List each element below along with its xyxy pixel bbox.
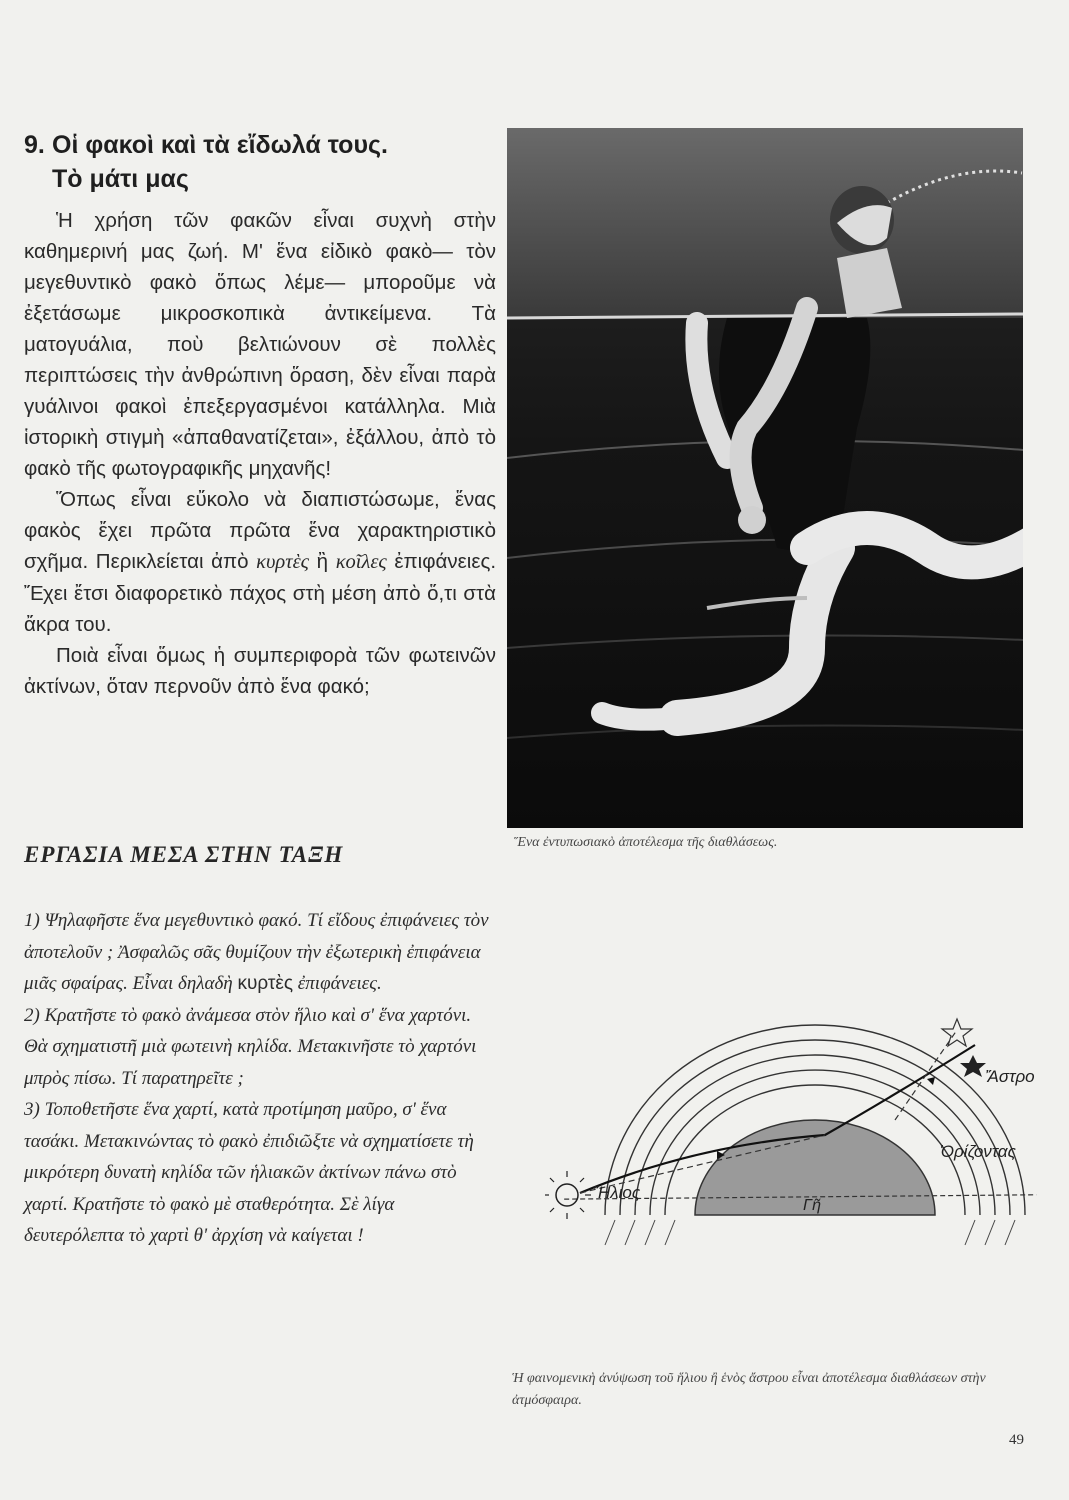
- page-number: 49: [1009, 1432, 1024, 1448]
- diagram-label-earth: Γῆ: [803, 1197, 822, 1214]
- paragraph-2: [24, 484, 496, 640]
- diagram-label-star: Ἄστρο: [985, 1067, 1035, 1086]
- classwork-item-1-b: ἐπιφάνειες.: [297, 973, 382, 994]
- classwork-text: [24, 905, 496, 1252]
- refraction-diagram: [545, 1005, 1045, 1255]
- paragraph-2-start: Ὅπως εἶναι εὔκολο νὰ διαπιστώσωμε, ἕνας φακὸς ἔχει πρῶτα πρῶτα ἕνα χαρακτηριστικὸ σχῆμα. Περικλείεται ἀπὸ: [24, 488, 496, 573]
- paragraph-2-or: ἢ: [316, 550, 329, 573]
- paragraph-2-convex: κυρτὲς: [256, 551, 309, 573]
- diagram-caption: Ἡ φαινομενικὴ ἀνύψωση τοῦ ἥλιου ἢ ἑνὸς ἄστρου εἶναι ἀποτέλεσμα διαθλάσεων στὴν ἀτμόσφαιρα.: [512, 1371, 986, 1408]
- paragraph-1: Ἡ χρήση τῶν φακῶν εἶναι συχνὴ στὴν καθημερινή μας ζωή. Μ' ἕνα εἰδικὸ φακὸ— τὸν μεγεθυντικὸ φακὸ ὅπως λέμε— μποροῦμε νὰ ἐξετάσωμε μικροσκοπικὰ ἀντικείμενα. Τὰ ματογυάλια, ποὺ βελτιώνουν σὲ πολλὲς περιπτώσεις τὴν ἀνθρώπινη ὅραση, δὲν εἶναι παρὰ γυάλινοι φακοὶ ἐπεξεργασμένοι κατάλληλα. Μιὰ ἱστορικὴ στιγμὴ «ἀπαθανατίζεται», ἐξάλλου, ἀπὸ τὸ φακὸ τῆς φωτογραφικῆς μηχανῆς!: [24, 209, 496, 480]
- photo-caption: Ἕνα ἐντυπωσιακὸ ἀποτέλεσμα τῆς διαθλάσεως.: [514, 835, 778, 850]
- swimmer-photo: [507, 128, 1023, 828]
- diagram-label-sun: Ἥλιος: [593, 1183, 641, 1202]
- section-title-line2: Τὸ μάτι μας: [52, 165, 189, 193]
- section-title: [24, 128, 494, 196]
- swimmer-photo-illustration: [507, 128, 1023, 828]
- refraction-diagram-svg: [545, 1005, 1045, 1255]
- section-number: 9.: [24, 131, 45, 159]
- paragraph-3: Ποιὰ εἶναι ὅμως ἡ συμπεριφορὰ τῶν φωτεινῶν ἀκτίνων, ὅταν περνοῦν ἀπὸ ἕνα φακό;: [24, 644, 496, 698]
- paragraph-2-concave: κοῖλες: [335, 551, 387, 573]
- body-text: [24, 205, 496, 702]
- diagram-label-horizon: Ὁρίζοντας: [940, 1142, 1016, 1161]
- section-title-line1: Οἱ φακοὶ καὶ τὰ εἴδωλά τους.: [52, 131, 388, 159]
- classwork-item-1-a: 1) Ψηλαφῆστε ἕνα μεγεθυντικὸ φακό. Τί εἴδους ἐπιφάνειες τὸν ἀποτελοῦν ; Ἀσφαλῶς σᾶς θυμίζουν τὴν ἐξωτερικὴ ἐπιφάνεια μιᾶς σφαίρας. Εἶναι δηλαδὴ: [24, 910, 489, 994]
- classwork-item-3: 3) Τοποθετῆστε ἕνα χαρτί, κατὰ προτίμηση μαῦρο, σ' ἕνα τασάκι. Μετακινώντας τὸ φακὸ ἐπιδιῶξτε νὰ σχηματίσετε τὴ μικρότερη δυνατὴ κηλίδα τῶν ἡλιακῶν ἀκτίνων πάνω στὸ χαρτί. Κρατῆστε τὸ φακὸ μὲ σταθερότητα. Σὲ λίγα δευτερόλεπτα τὸ χαρτὶ θ' ἀρχίση νὰ καίγεται !: [24, 1099, 474, 1246]
- classwork-item-1: [24, 905, 496, 1000]
- classwork-item-1-convex: κυρτὲς: [237, 973, 294, 994]
- classwork-item-2: 2) Κρατῆστε τὸ φακὸ ἀνάμεσα στὸν ἥλιο καὶ σ' ἕνα χαρτόνι. Θὰ σχηματιστῆ μιὰ φωτεινὴ κηλίδα. Μετακινῆστε τὸ χαρτόνι μπρὸς πίσω. Τί παρατηρεῖτε ;: [24, 1004, 477, 1089]
- classwork-heading: ΕΡΓΑΣΙΑ ΜΕΣΑ ΣΤΗΝ ΤΑΞΗ: [24, 842, 344, 867]
- paragraph-2-end: ἐπιφάνειες. Ἔχει ἔτσι διαφορετικὸ πάχος στὴ μέση ἀπὸ ὅ,τι στὰ ἄκρα του.: [24, 550, 497, 636]
